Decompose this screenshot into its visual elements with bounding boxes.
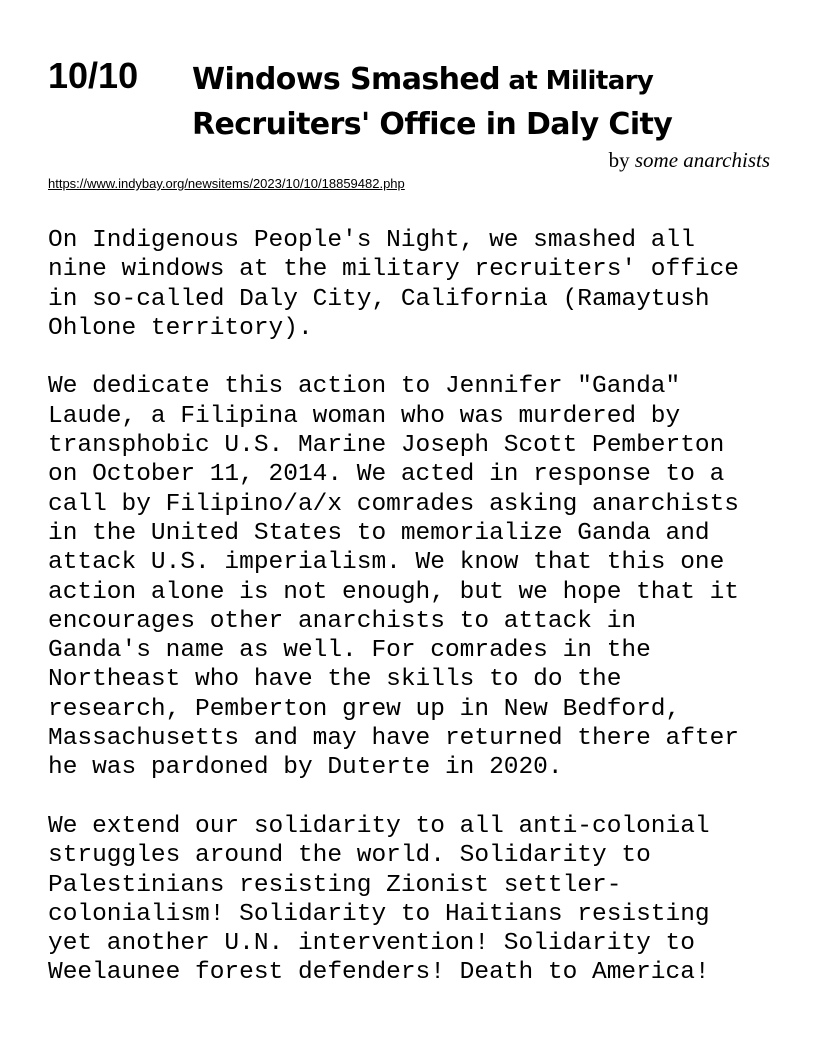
article-title [192, 58, 752, 147]
paragraph-2: We dedicate this action to Jennifer "Ganda" Laude, a Filipina woman who was murdered by transphobic U.S. Marine Joseph Scott Pemberton on October 11, 2014. We acted in response to a call by Filipino/a/x comrades asking anarchists in the United States to memorialize Ganda and attack U.S. imperialism. We know that this one action alone is not enough, but we hope that it encourages other anarchists to attack in Ganda's name as well. For comrades in the Northeast who have the skills to do the research, Pemberton grew up in New Bedford, Massachusetts and may have returned there after he was pardoned by Duterte in 2020. [48, 373, 740, 782]
title-line-2: Recruiters' Office in Daly City [192, 107, 673, 142]
paragraph-1: On Indigenous People's Night, we smashed all nine windows at the military recruiters' office in so-called Daly City, California (Ramaytush Ohlone territory). [48, 227, 740, 342]
byline [48, 148, 770, 172]
title-part-1: Windows Smashed [192, 62, 500, 97]
article-date: 10/10 [48, 55, 139, 96]
byline-prefix: by [608, 148, 635, 172]
paragraph-3: We extend our solidarity to all anti-colonial struggles around the world. Solidarity to Palestinians resisting Zionist settler- colonialism! Solidarity to Haitians resisting yet another U.N. intervention! Solidarity to Weelaunee forest defenders! Death to America! [48, 812, 710, 987]
source-link[interactable]: https://www.indybay.org/newsitems/2023/10/10/18859482.php [48, 176, 405, 191]
article-body [48, 226, 788, 1017]
author-name: some anarchists [634, 148, 770, 172]
title-part-2: at Military [499, 66, 654, 96]
